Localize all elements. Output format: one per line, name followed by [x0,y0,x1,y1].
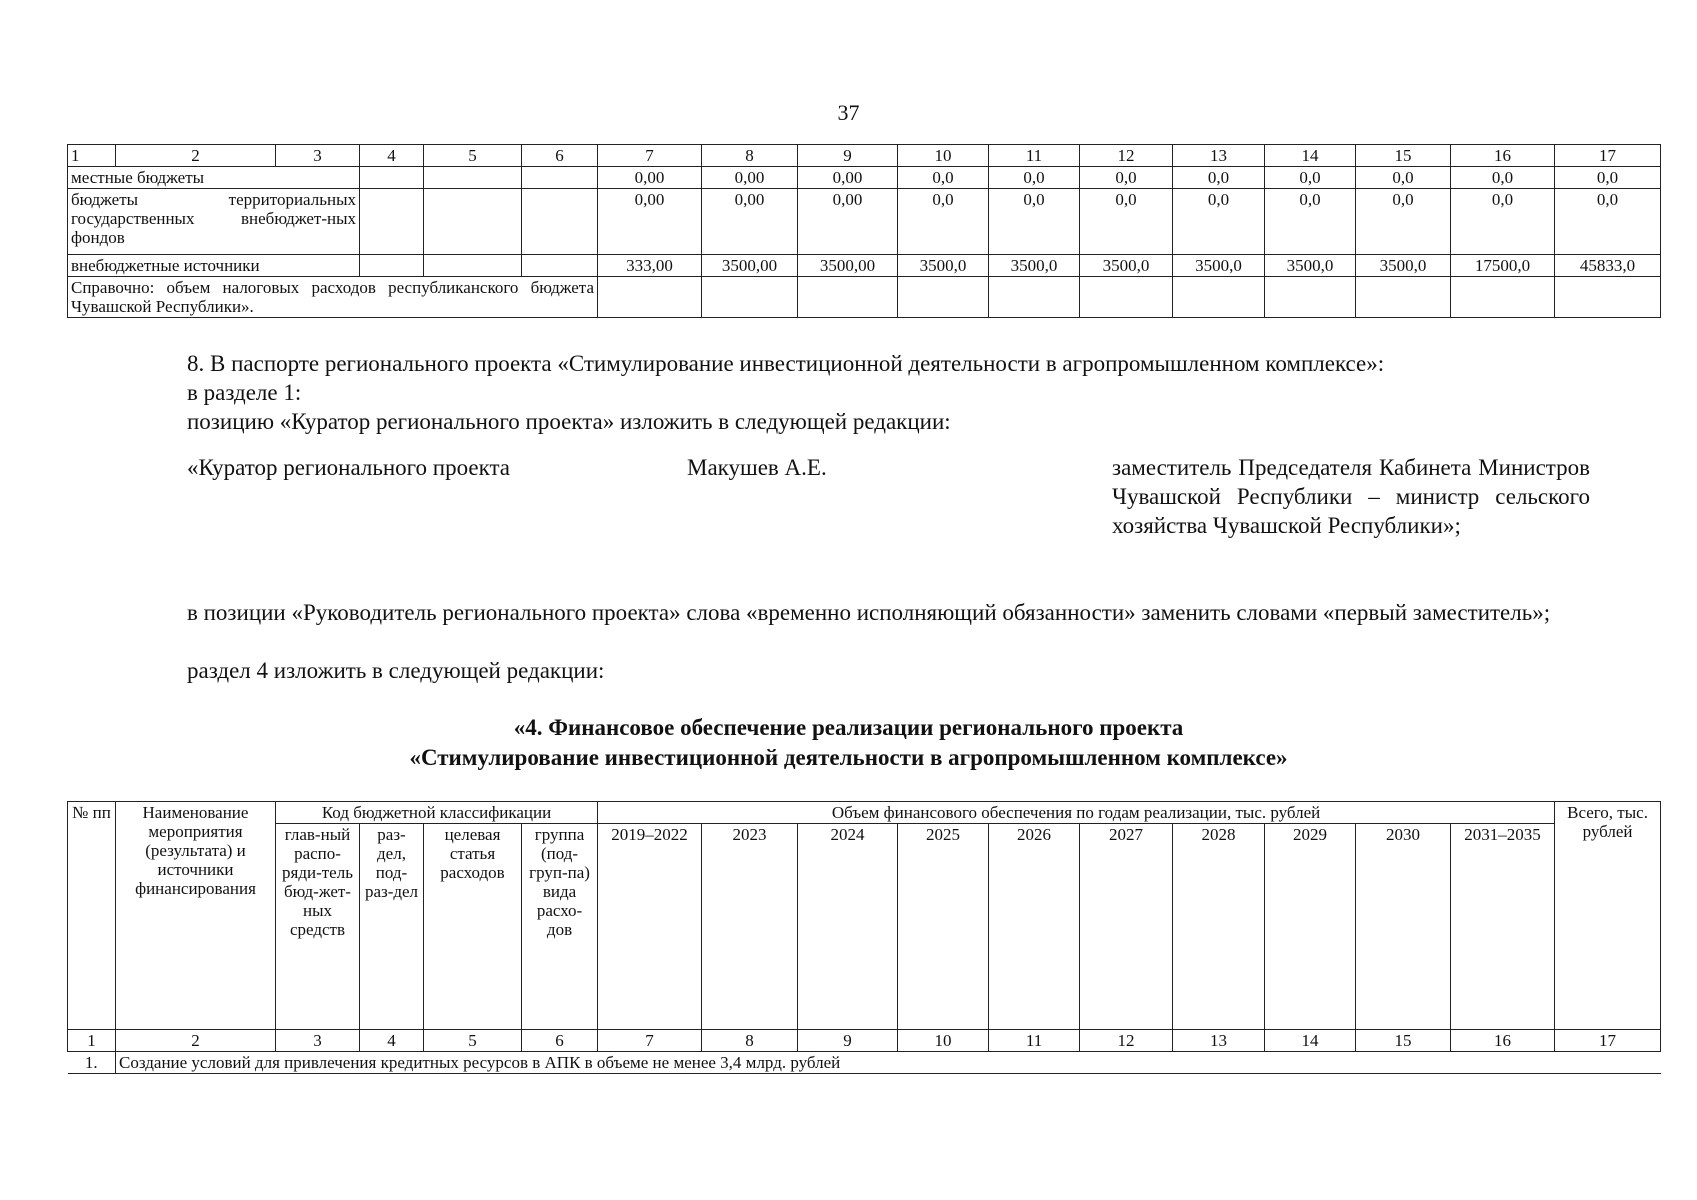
cell: 0,0 [989,189,1080,255]
colnum: 12 [1080,145,1173,167]
col-target-header: целевая статья расходов [424,824,522,1030]
year-header: 2019–2022 [598,824,702,1030]
row-label: бюджеты территориальных государственных внебюджет-ных фондов [68,189,360,255]
cell: 3500,0 [1080,255,1173,277]
cell: 45833,0 [1555,255,1661,277]
colnum: 4 [360,1030,424,1052]
cell: 0,0 [1356,167,1451,189]
cell: 17500,0 [1451,255,1555,277]
row-label: внебюджетные источники [68,255,360,277]
year-header: 2023 [702,824,798,1030]
cell: 0,0 [1265,189,1356,255]
year-header: 2029 [1265,824,1356,1030]
col-budget-code-header: Код бюджетной классификации [276,802,598,824]
cell: 0,00 [702,189,798,255]
colnum: 2 [116,145,276,167]
year-header: 2030 [1356,824,1451,1030]
col-section-header: раз-дел, под-раз-дел [360,824,424,1030]
colnum: 11 [989,145,1080,167]
colnum: 16 [1451,145,1555,167]
cell: 0,00 [798,189,898,255]
year-header: 2028 [1173,824,1265,1030]
cell: 3500,0 [1356,255,1451,277]
colnum: 13 [1173,1030,1265,1052]
colnum: 11 [989,1030,1080,1052]
colnum: 3 [276,145,360,167]
section-4-text: раздел 4 изложить в следующей редакции: [187,658,605,683]
column-number-row [68,145,1661,167]
cell: 0,0 [1451,167,1555,189]
row-number: 1. [68,1052,116,1074]
year-header: 2031–2035 [1451,824,1555,1030]
year-header: 2024 [798,824,898,1030]
colnum: 10 [898,1030,989,1052]
col-total-header: Всего, тыс. рублей [1555,802,1661,1030]
table-row [68,255,1661,277]
colnum: 17 [1555,145,1661,167]
section-heading-line-1: «4. Финансовое обеспечение реализации регионального проекта [513,715,1184,740]
cell: 3500,0 [898,255,989,277]
cell: 0,00 [598,167,702,189]
cell: 0,0 [1555,189,1661,255]
colnum: 15 [1356,1030,1451,1052]
table-row [68,277,1661,318]
cell: 3500,00 [798,255,898,277]
curator-label: «Куратор регионального проекта [187,455,510,480]
cell: 0,0 [1080,189,1173,255]
page-number: 37 [837,100,860,125]
head-position-text: в позиции «Руководитель регионального проекта» слова «временно исполняющий обязанности» заменить словами «первый заместитель»; [187,600,1551,625]
colnum: 17 [1555,1030,1661,1052]
colnum: 1 [68,145,116,167]
section-1-text: в разделе 1: [187,380,302,405]
cell: 0,0 [898,189,989,255]
item-8-text: 8. В паспорте регионального проекта «Стимулирование инвестиционной деятельности в агропромышленном комплексе»: [187,351,1385,376]
cell: 0,00 [702,167,798,189]
cell: 0,0 [898,167,989,189]
cell: 3500,0 [989,255,1080,277]
column-number-row [68,1030,1661,1052]
section-heading-line-2: «Стимулирование инвестиционной деятельности в агропромышленном комплексе» [409,745,1288,770]
year-header: 2025 [898,824,989,1030]
colnum: 8 [702,1030,798,1052]
year-header: 2026 [989,824,1080,1030]
cell: 0,00 [598,189,702,255]
cell: 3500,0 [1265,255,1356,277]
col-manager-header: глав-ный распо-ряди-тель бюд-жет-ных средств [276,824,360,1030]
cell: 0,0 [1173,167,1265,189]
curator-position-text: позицию «Куратор регионального проекта» изложить в следующей редакции: [187,409,951,434]
colnum: 6 [522,145,598,167]
colnum: 6 [522,1030,598,1052]
colnum: 15 [1356,145,1451,167]
colnum: 14 [1265,1030,1356,1052]
colnum: 9 [798,145,898,167]
col-name-header: Наименование мероприятия (результата) и источники финансирования [116,802,276,1030]
cell: 0,0 [1356,189,1451,255]
year-header: 2027 [1080,824,1173,1030]
row-text: Создание условий для привлечения кредитных ресурсов в АПК в объеме не менее 3,4 млрд. рублей [116,1052,1661,1074]
col-group-header: группа (под-груп-па) вида расхо-дов [522,824,598,1030]
table-row [68,189,1661,255]
table-row [68,1052,1661,1074]
reference-label: Справочно: объем налоговых расходов республиканского бюджета Чувашской Республики». [68,277,598,318]
colnum: 5 [424,145,522,167]
curator-title: заместитель Председателя Кабинета Министров Чувашской Республики – министр сельского хозяйства Чувашской Республики»; [1112,455,1590,538]
table-row [68,167,1661,189]
colnum: 10 [898,145,989,167]
curator-name: Макушев А.Е. [687,455,827,480]
cell: 0,0 [1451,189,1555,255]
col-num-header: № пп [68,802,116,1030]
colnum: 12 [1080,1030,1173,1052]
colnum: 2 [116,1030,276,1052]
colnum: 7 [598,1030,702,1052]
cell: 0,0 [1265,167,1356,189]
cell: 3500,0 [1173,255,1265,277]
top-table [67,144,1661,318]
colnum: 3 [276,1030,360,1052]
finance-table [67,801,1661,1074]
row-label: местные бюджеты [68,167,360,189]
colnum: 16 [1451,1030,1555,1052]
colnum: 1 [68,1030,116,1052]
col-volume-header: Объем финансового обеспечения по годам реализации, тыс. рублей [598,802,1555,824]
colnum: 5 [424,1030,522,1052]
colnum: 13 [1173,145,1265,167]
cell: 0,0 [1555,167,1661,189]
cell: 0,00 [798,167,898,189]
colnum: 9 [798,1030,898,1052]
colnum: 7 [598,145,702,167]
colnum: 8 [702,145,798,167]
cell: 3500,00 [702,255,798,277]
cell: 0,0 [1173,189,1265,255]
cell: 0,0 [989,167,1080,189]
colnum: 14 [1265,145,1356,167]
colnum: 4 [360,145,424,167]
cell: 333,00 [598,255,702,277]
cell: 0,0 [1080,167,1173,189]
